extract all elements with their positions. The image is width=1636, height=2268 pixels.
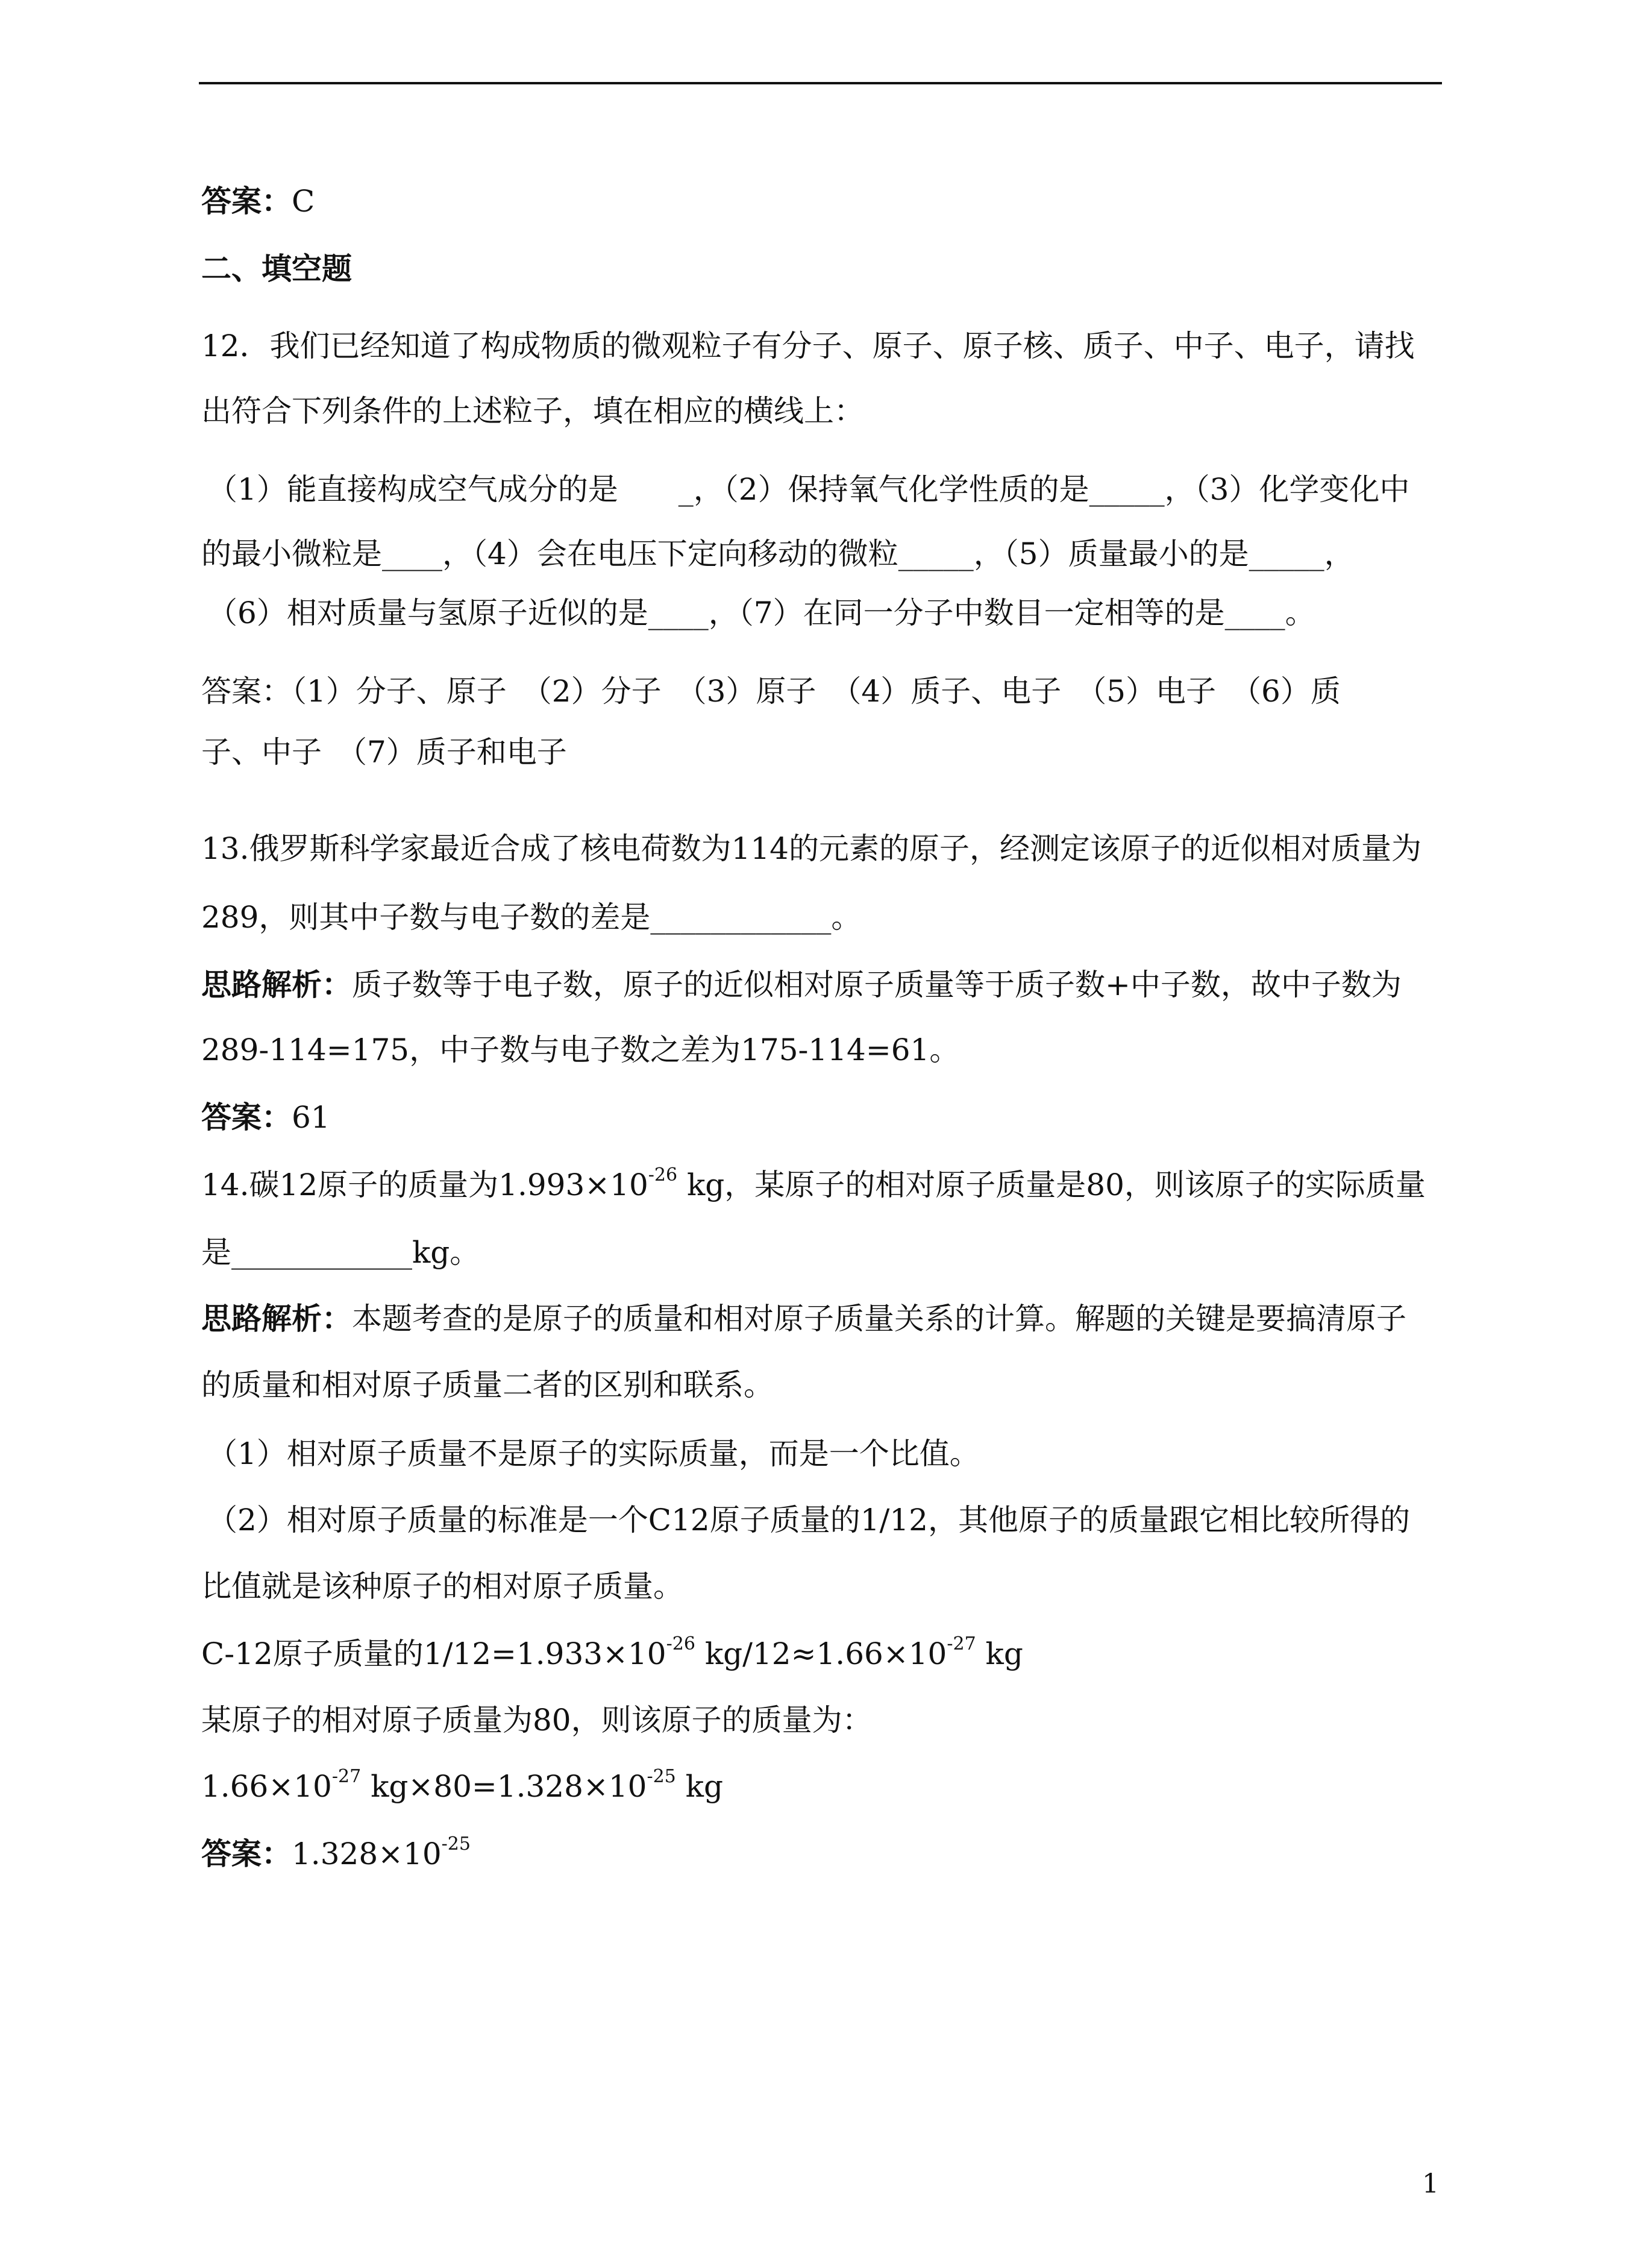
answer-label: 答案： [201, 1836, 292, 1871]
section-heading: 二、填空题 [201, 251, 352, 286]
q14-calc-1 [201, 1635, 1023, 1673]
calc-text-a: 1.66×10 [201, 1769, 332, 1804]
exponent: -27 [947, 1633, 976, 1654]
q14-calc-2: 某原子的相对原子质量为80，则该原子的质量为： [201, 1703, 873, 1738]
q12-line-2: 出符合下列条件的上述粒子，填在相应的横线上： [201, 394, 864, 429]
header-rule [199, 82, 1442, 84]
q12-answer-line-2: 子、中子 （7）质子和电子 [201, 735, 567, 770]
exponent: -25 [441, 1833, 471, 1855]
answer-value: 61 [292, 1100, 330, 1135]
q13-analysis-line-1 [201, 966, 1402, 1004]
answer-value: 1.328×10 [292, 1836, 442, 1871]
q12-blanks-line-2: 的最小微粒是____，（4）会在电压下定向移动的微粒_____，（5）质量最小的是_____， [201, 536, 1355, 571]
analysis-label: 思路解析： [201, 967, 352, 1002]
q12-answer-line-1: 答案：（1）分子、原子 （2）分子 （3）原子 （4）质子、电子 （5）电子 （6）质 [201, 674, 1341, 709]
calc-text-b: kg/12≈1.66×10 [695, 1636, 947, 1671]
calc-text-a: C-12原子质量的1/12=1.933×10 [201, 1636, 666, 1671]
answer-label: 答案： [201, 183, 292, 219]
page-number: 1 [1422, 2169, 1439, 2199]
calc-text-c: kg [976, 1636, 1023, 1671]
q13-line-1: 13.俄罗斯科学家最近合成了核电荷数为114的元素的原子，经测定该原子的近似相对质量为 [201, 831, 1421, 866]
q14-analysis-line-2: 的质量和相对原子质量二者的区别和联系。 [201, 1368, 774, 1403]
calc-text-b: kg×80=1.328×10 [361, 1769, 647, 1804]
analysis-text: 质子数等于电子数，原子的近似相对原子质量等于质子数+中子数，故中子数为 [352, 967, 1402, 1002]
q14-point-2-line-2: 比值就是该种原子的相对原子质量。 [201, 1569, 683, 1604]
q13-analysis-line-2: 289-114=175，中子数与电子数之差为175-114=61。 [201, 1032, 960, 1067]
exponent: -25 [647, 1766, 676, 1787]
q12-line-1: 12．我们已经知道了构成物质的微观粒子有分子、原子、原子核、质子、中子、电子，请找 [201, 328, 1415, 363]
q14-text-b: kg，某原子的相对原子质量是80，则该原子的实际质量 [677, 1167, 1426, 1202]
answer-11 [201, 182, 315, 221]
q13-answer [201, 1098, 330, 1137]
q14-point-1: （1）相对原子质量不是原子的实际质量，而是一个比值。 [207, 1436, 980, 1471]
q12-blanks-line-1: （1）能直接构成空气成分的是 _，（2）保持氧气化学性质的是_____，（3）化学变化中 [207, 472, 1410, 507]
exponent: -26 [648, 1164, 678, 1186]
exponent: -27 [331, 1766, 362, 1787]
q13-line-2: 289，则其中子数与电子数的差是____________。 [201, 900, 862, 935]
q14-calc-3 [201, 1767, 723, 1806]
analysis-label: 思路解析： [201, 1301, 352, 1336]
exponent: -26 [666, 1633, 695, 1654]
q14-line-2: 是____________kg。 [201, 1235, 480, 1270]
q14-line-1 [201, 1166, 1426, 1204]
answer-label: 答案： [201, 1099, 292, 1135]
calc-text-c: kg [675, 1769, 723, 1804]
q14-point-2-line-1: （2）相对原子质量的标准是一个C12原子质量的1/12，其他原子的质量跟它相比较所得的 [207, 1503, 1410, 1538]
q12-blanks-line-3: （6）相对质量与氢原子近似的是____，（7）在同一分子中数目一定相等的是____。 [207, 595, 1315, 630]
answer-value: C [292, 184, 315, 219]
q14-answer [201, 1835, 471, 1873]
q14-analysis-line-1 [201, 1299, 1406, 1338]
q14-text-a: 14.碳12原子的质量为1.993×10 [201, 1167, 648, 1202]
analysis-text: 本题考查的是原子的质量和相对原子质量关系的计算。解题的关键是要搞清原子 [352, 1301, 1406, 1336]
